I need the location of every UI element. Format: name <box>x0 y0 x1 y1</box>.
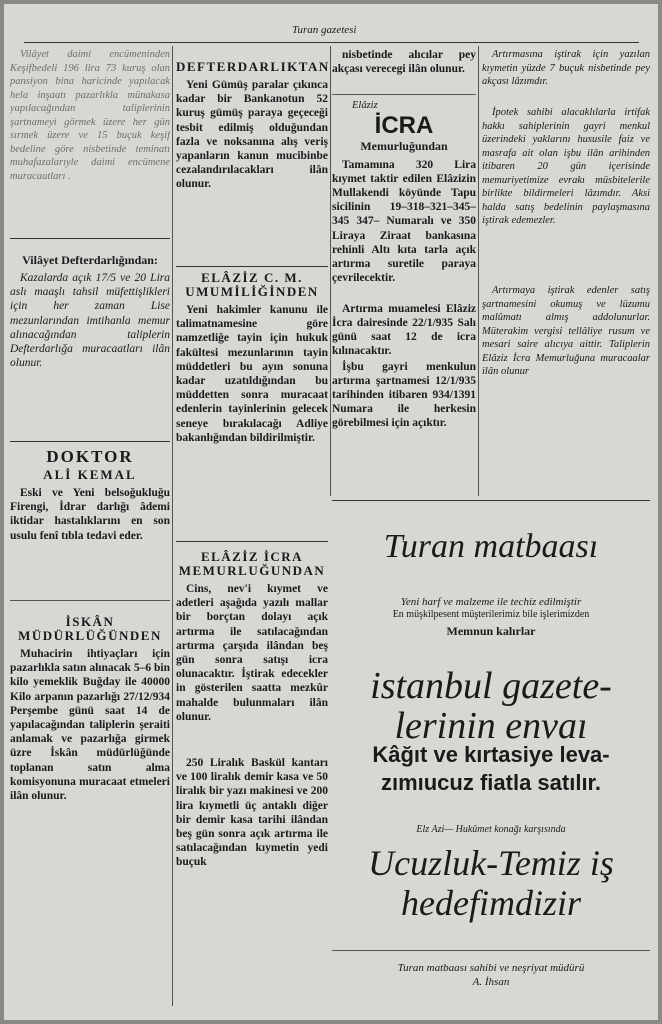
ad-motto-1: Ucuzluk-Temiz iş <box>368 843 614 883</box>
column-divider <box>172 46 173 1006</box>
icra-title: İCRA <box>374 111 434 139</box>
ad-title: Turan matbaası <box>383 528 599 565</box>
cm-heading: ELÂZİZ C. M. UMUMİLİĞİNDEN <box>185 270 319 299</box>
iskan-notice: Muhacirin ihtiyaçları için pazarlıkla satın alınacak 5–6 bin kilo yemeklik Buğday ile 40000 Kilo arpanın pazarlığı 27/12/934 Perşembe günü saat 14 de yapılacağından taliplerin şeraiti anlamak ve pazarlığa girmek üzre İskân müdürlüğünde toplanan satın alma komisyonuna muracaat etmeleri ilân olunur. <box>10 648 170 803</box>
cm-notice: Yeni hakimler kanunu ile talimatnamesine göre namzetliğe tayin için hukuk fakültesi mezunlarının tayin müddetleri bu ayın sonuna kadar uzatıldığından bu müddetten sonra muracaat edenlerin tayinlerinin gelecek seneye bırakılacağı Adliye bakanlığından bildirilmiştir. <box>176 304 328 444</box>
ad-motto-2: hedefimdizir <box>401 883 581 923</box>
divider <box>10 441 170 442</box>
ad-slogan-1: istanbul gazete- <box>370 665 612 707</box>
ad-footer-2: A. İhsan <box>472 976 510 988</box>
column-divider <box>478 46 479 496</box>
iskan-heading: İSKÂN MÜDÜRLÜĞÜNDEN <box>18 614 162 643</box>
icra-notice-1: Cins, nev'i kıymet ve adetleri aşağıda yazılı mallar bir borçtan dolayı açık artırma ile satılacağından artırma çarşıda ilândan beş gün sonra satışı icra olunacaktır. İştirak edecekler in gösterilen saatta mezkûr mahalde bulunmaları ilân olunur. <box>176 583 328 723</box>
header-title: Turan gazetesi <box>292 24 357 36</box>
icra-body-3: İşbu gayri menkulun artırma şartnamesi 12/1/935 tarihinden itibaren 934/1391 Numara ile herkesin görebilmesi için açıktır. <box>332 360 476 430</box>
ad-slogan-2: lerinin envaı <box>394 705 588 747</box>
header-rule <box>24 42 639 43</box>
ad-bold-2: zımıucuz fiatla satılır. <box>380 770 602 795</box>
ad-bottom-rule <box>332 950 650 951</box>
doctor-ad-text: Eski ve Yeni belsoğukluğu Firengi, İdrar darlığı âdemi iktidar hastalıklarını en son usulu fenî tıbla tedavi eder. <box>10 487 170 542</box>
doctor-title: DOKTOR <box>46 447 134 466</box>
column-2 <box>176 46 328 918</box>
col4-para-3: Artırmaya iştirak edenler satış şartnamesini okumuş ve lüzumu malûmatı almış addolunurlar. Müterakim vergisi tellâliye rusum ve mesari saire alıcıya aittir. Taliplerin Elâziz İcra Memurluğuna muracaalar ilân olunur <box>482 285 650 377</box>
divider <box>176 541 328 542</box>
ad-line-1: Yeni harf ve malzeme ile techiz edilmiştir <box>400 596 582 608</box>
ad-line-3: Memnun kalırlar <box>446 624 536 638</box>
column-3 <box>332 46 476 448</box>
divider <box>332 94 476 95</box>
encumen-notice: Vilâyet daimi encümeninden Keşifbedeli 196 lira 73 kuruş olan pansiyon bina haricinde yapılacak hela inşaatı pazarlıkla münakasa yapılacağından taliplerinin şartnameyi görmek üzere her gün sırmek üzere ve 15 buçuk keşif bedeline göre nisbetinde teminatı muhafazalarıyle daimi encümene muracaatları . <box>10 49 170 182</box>
ad-address: Elz Azi— Hukûmet konağı karşısında <box>416 824 566 835</box>
doctor-name: ALİ KEMAL <box>43 467 137 482</box>
continued-notice: nisbetinde alıcılar pey akçası verecegi ilân olunur. <box>332 49 476 76</box>
icra-subtitle: Memurluğundan <box>360 138 448 153</box>
ad-line-2: En müşkilpesent müşterilerimiz bile işlerimizden <box>392 609 590 620</box>
col4-para-1: Artırmasına iştirak için yazılan kıymetin yüzde 7 buçuk nisbetinde pey akçası lâzımdır. <box>482 49 650 87</box>
column-divider <box>330 46 331 496</box>
icra-body-2: Artırma muamelesi Elâziz İcra dairesinde 22/1/935 Salı günü saat 12 de icra kılınacaktır. <box>332 302 476 358</box>
place-label: Elâziz <box>352 100 378 111</box>
icra-heading: ELÂZİZ İCRA MEMURLUĞUNDAN <box>178 549 326 578</box>
defterdarliktan-heading: DEFTERDARLIKTAN <box>176 59 330 74</box>
divider <box>10 600 170 601</box>
col4-para-2: İpotek sahibi alacaklılarla irtifak hakkı sahiplerinin gayri menkul üzerindeki yaklarını hususile faiz ve masrafa ait olan işbu ilân arihinden itibaren 20 gün içerisinde memuriyetimize evrakı müsbitelerile birlikte bildirmeleri lâzımdır. Aksi halda satış bedelinin paylaşmasına iştirak edemezler. <box>482 107 650 226</box>
ad-top-rule <box>332 500 650 501</box>
column-1 <box>10 46 170 889</box>
icra-body: Tamamına 320 Lira kıymet taktir edilen Elâzizin Mullakendi köyünde Tapu sicilinin 19–318–321–345–345 347– Numaralı ve 350 Liraya Ziraat bankasına rehinli Altı kıta tarla açık artırma suretile paraya çevrilecektir. <box>332 158 476 285</box>
defterdarlik-notice: Kazalarda açık 17/5 ve 20 Lira aslı maaşlı tahsil müfettişlikleri için her zaman Lise mezunlarından imtihanla memur alınacağından taliplerin Defterdarlığa muracaatları ilân olunur. <box>10 272 170 370</box>
defterdarliktan-notice: Yeni Gümüş paralar çıkınca kadar bir Bankanotun 52 kuruş gümüş paraya geçeceği tesbit edilmiş olduğundan fazla ve noksanına alış veriş yapanların kanun mucibinbe cezalandırılacakları ilân olunur. <box>176 79 328 191</box>
ad-footer-1: Turan matbaası sahibi ve neşriyat müdürü <box>397 962 585 974</box>
defterdarlik-heading: Vilâyet Defterdarlığından: <box>22 253 158 267</box>
newspaper-page <box>4 4 658 1020</box>
icra-notice-2: 250 Liralık Baskül kantarı ve 100 liralık demir kasa ve 50 liralık bir yazı makinesi ve 200 lira kıymetli üç antaklı diğer bir demir kasa tarihi ilândan beş gün sonra açık artırma ile satılacağından kıymetin yedi buçuk <box>176 757 328 869</box>
divider <box>176 266 328 267</box>
divider <box>10 238 170 239</box>
ad-bold-1: Kâğıt ve kırtasiye leva- <box>372 742 610 767</box>
column-4 <box>482 46 650 434</box>
